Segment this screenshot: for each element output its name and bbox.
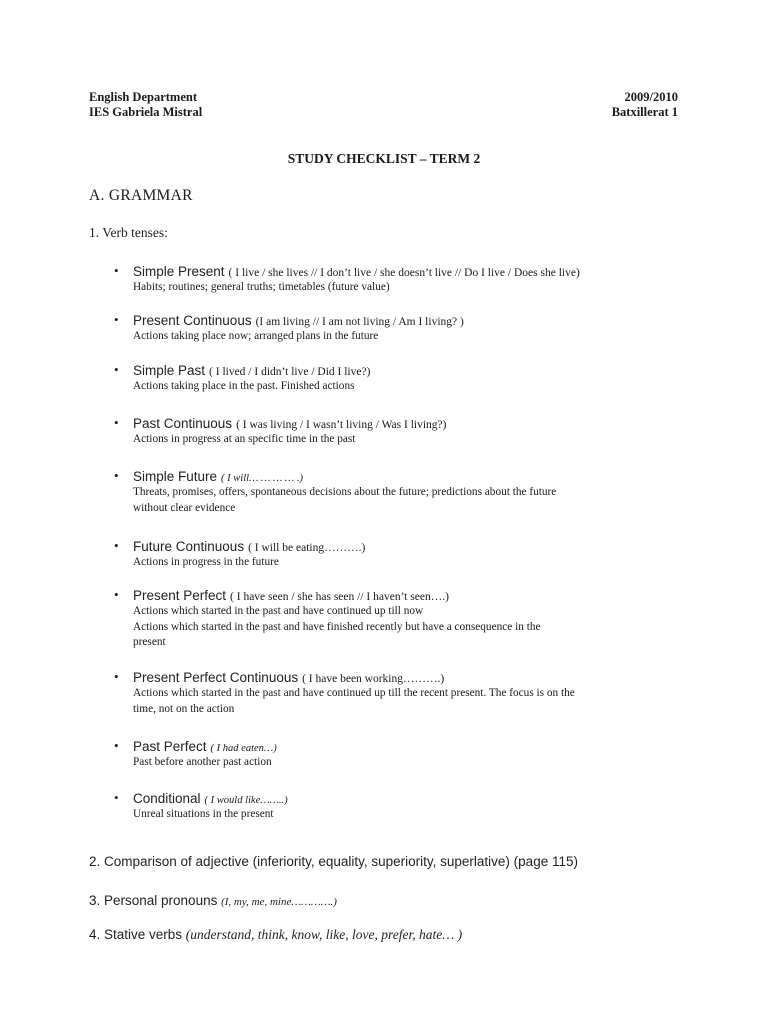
tense-description	[133, 432, 693, 448]
tense-heading	[133, 362, 370, 380]
tense-example: ( I will be eating……….)	[248, 542, 366, 554]
tense-heading	[133, 415, 446, 433]
tense-description	[133, 686, 693, 717]
tense-name: Past Continuous	[133, 416, 233, 431]
item-comparison-of-adjective	[89, 854, 578, 869]
tense-example: ( I will… … … … .)	[221, 473, 304, 484]
tense-name: Simple Past	[133, 363, 206, 378]
tense-name: Simple Future	[133, 469, 218, 484]
item-example: (understand, think, know, like, love, prefer, hate… )	[185, 927, 463, 942]
item-text: 2. Comparison of adjective (inferiority, equality, superiority, superlative) (page 115)	[89, 854, 578, 869]
bullet-icon: •	[114, 587, 119, 602]
tense-example: ( I was living / I wasn’t living / Was I living?)	[236, 419, 447, 431]
description-line: Unreal situations in the present	[133, 808, 274, 820]
description-line: Actions in progress at an specific time in the past	[133, 433, 356, 445]
school-name: IES Gabriela Mistral	[89, 105, 203, 119]
tense-name: Present Continuous	[133, 313, 252, 328]
tense-name: Present Perfect Continuous	[133, 670, 299, 685]
course-name: Batxillerat 1	[611, 105, 678, 119]
tense-example: ( I have been working……….)	[302, 673, 445, 685]
bullet-icon: •	[114, 362, 119, 377]
description-line: Threats, promises, offers, spontaneous decisions about the future; predictions about the future	[133, 486, 557, 498]
header-left	[89, 90, 202, 120]
bullet-icon: •	[114, 738, 119, 753]
tense-description	[133, 329, 693, 345]
school-year: 2009/2010	[624, 90, 678, 104]
bullet-icon: •	[114, 263, 119, 278]
tense-example: ( I have seen / she has seen // I haven’t seen….)	[230, 591, 449, 603]
description-line: without clear evidence	[133, 501, 236, 514]
description-line: Actions which started in the past and have continued up till now	[133, 605, 424, 617]
tense-example: ( I would like……..)	[204, 795, 288, 806]
description-line: Past before another past action	[133, 756, 272, 768]
description-line: Actions which started in the past and have continued up till the recent present. The focus is on the	[133, 687, 575, 699]
description-line: Actions in progress in the future	[133, 556, 279, 568]
description-line: present	[133, 636, 166, 648]
tense-example: ( I lived / I didn’t live / Did I live?)	[209, 366, 371, 378]
item-personal-pronouns	[89, 893, 337, 908]
description-line: Actions taking place in the past. Finished actions	[133, 380, 355, 392]
bullet-icon: •	[114, 415, 119, 430]
header-right	[612, 90, 678, 120]
department-name: English Department	[89, 90, 197, 104]
tense-description	[133, 555, 693, 571]
tense-heading	[133, 587, 449, 605]
bullet-icon: •	[114, 312, 119, 327]
tense-description	[133, 485, 693, 516]
description-line: Habits; routines; general truths; timetables (future value)	[133, 281, 390, 293]
tense-description	[133, 604, 693, 651]
bullet-icon: •	[114, 538, 119, 553]
tense-example: (I am living // I am not living / Am I living? )	[255, 316, 464, 328]
description-line: Actions which started in the past and have finished recently but have a consequence in the	[133, 620, 541, 633]
document-title: STUDY CHECKLIST – TERM 2	[287, 151, 481, 166]
bullet-icon: •	[114, 669, 119, 684]
tense-heading	[133, 738, 277, 756]
item-label: 3. Personal pronouns	[89, 893, 222, 908]
tense-description	[133, 280, 693, 296]
tense-description	[133, 755, 693, 771]
tense-heading	[133, 538, 365, 556]
tense-description	[133, 807, 693, 823]
bullet-icon: •	[114, 468, 119, 483]
tense-heading	[133, 263, 580, 281]
bullet-icon: •	[114, 790, 119, 805]
tense-heading	[133, 790, 288, 808]
description-line: time, not on the action	[133, 702, 235, 715]
section-heading-grammar: A. GRAMMAR	[89, 187, 193, 204]
tense-name: Simple Present	[133, 264, 225, 279]
tense-example: ( I had eaten…)	[210, 743, 277, 754]
tense-name: Future Continuous	[133, 539, 245, 554]
item-stative-verbs	[89, 927, 462, 943]
tense-example: ( I live / she lives // I don’t live / she doesn’t live // Do I live / Does she live)	[228, 267, 580, 279]
verb-tenses-heading: 1. Verb tenses:	[89, 225, 168, 240]
tense-description	[133, 379, 693, 395]
tense-name: Past Perfect	[133, 739, 207, 754]
tense-heading	[133, 312, 464, 330]
tense-heading	[133, 669, 444, 687]
description-line: Actions taking place now; arranged plans in the future	[133, 330, 379, 342]
tense-name: Conditional	[133, 791, 201, 806]
item-label: 4. Stative verbs	[89, 927, 186, 942]
tense-name: Present Perfect	[133, 588, 227, 603]
item-example: (I, my, me, mine………….)	[221, 896, 337, 908]
tense-heading	[133, 468, 303, 486]
